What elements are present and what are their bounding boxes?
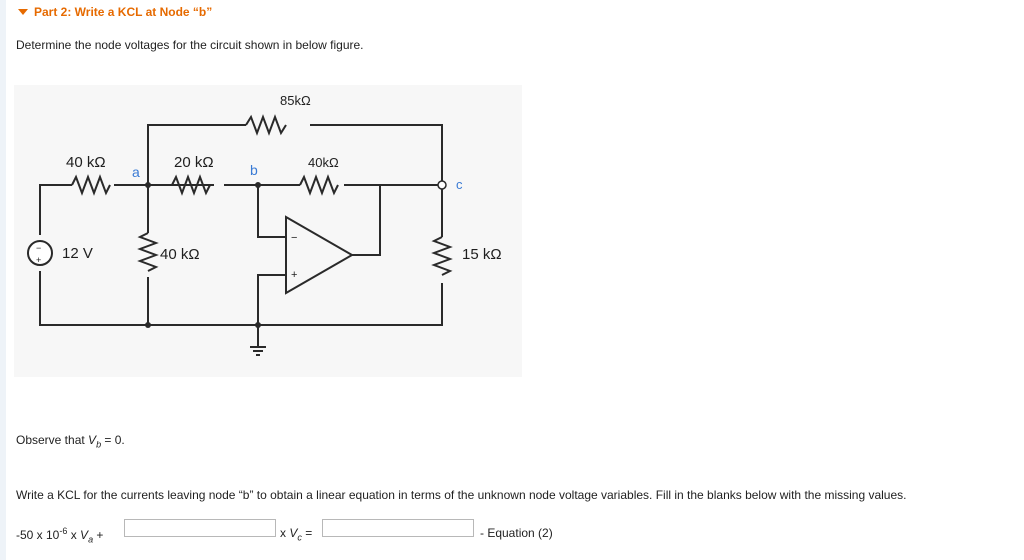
opamp-minus-sign: − [291,232,298,244]
equation-prefix-text: -50 x 10 [16,528,60,542]
resistor-40k-left [72,177,110,193]
resistor-15k [434,237,450,275]
answer-blank-1[interactable] [124,519,276,537]
circuit-figure [14,85,522,377]
part-title: Part 2: Write a KCL at Node “b” [34,5,213,19]
equation-mid-mult: x [280,526,290,540]
label-12v: 12 V [62,245,93,262]
wire-opamp-out-up [352,185,380,255]
label-node-c: c [456,177,463,192]
equation-equals: = [301,526,313,540]
equation-var-c-subscript: c [297,532,302,543]
label-40k-feedback: 40kΩ [308,155,339,170]
equation-var-a-subscript: a [88,534,94,545]
wire-opamp-plus [258,275,286,325]
label-40k-shunt: 40 kΩ [160,246,200,263]
junction-node-a [145,182,151,188]
wire-b-down [258,185,286,237]
label-40k-left: 40 kΩ [66,154,106,171]
equation-var-c: V [289,526,298,540]
observe-suffix: = 0. [101,433,125,447]
equation-row [16,518,1016,548]
observe-prefix: Observe that [16,433,89,447]
resistor-40k-shunt [140,233,156,271]
observe-var-subscript: b [96,439,102,450]
label-node-b: b [250,162,258,178]
resistor-85k [246,117,286,133]
equation-var-a: V [80,528,89,542]
part-toggle-header[interactable] [18,5,212,19]
source-plus-sign: + [36,255,42,265]
node-c-terminal [438,181,446,189]
junction-bottom-mid [145,322,151,328]
opamp-triangle [286,217,352,293]
problem-statement: Determine the node voltages for the circuit shown in below figure. [16,38,364,52]
wire-source-to-left-resistor [40,185,72,235]
label-20k: 20 kΩ [174,154,214,171]
left-margin-bar [0,0,6,560]
equation-exponent: -6 [59,526,68,536]
label-node-a: a [132,164,140,180]
equation-mult: x [67,528,81,542]
wire-c-res-bottom [40,271,442,325]
junction-node-b [255,182,261,188]
opamp-plus-sign: + [291,269,298,281]
equation-prefix [16,526,103,544]
observe-note [16,433,125,449]
equation-plus: + [93,528,104,542]
resistor-40k-feedback [300,177,338,193]
source-minus-sign: − [36,243,42,253]
kcl-instruction: Write a KCL for the currents leaving node “b” to obtain a linear equation in terms of the unknown node voltage variables. Fill in the blanks below with the missing values. [16,488,907,502]
answer-blank-2[interactable] [322,519,474,537]
observe-var: V [88,433,97,447]
junction-ground [255,322,261,328]
equation-middle [280,526,312,542]
collapse-triangle-icon[interactable] [18,9,28,15]
label-85k: 85kΩ [280,93,311,108]
equation-label: - Equation (2) [480,526,553,540]
label-15k: 15 kΩ [462,246,502,263]
